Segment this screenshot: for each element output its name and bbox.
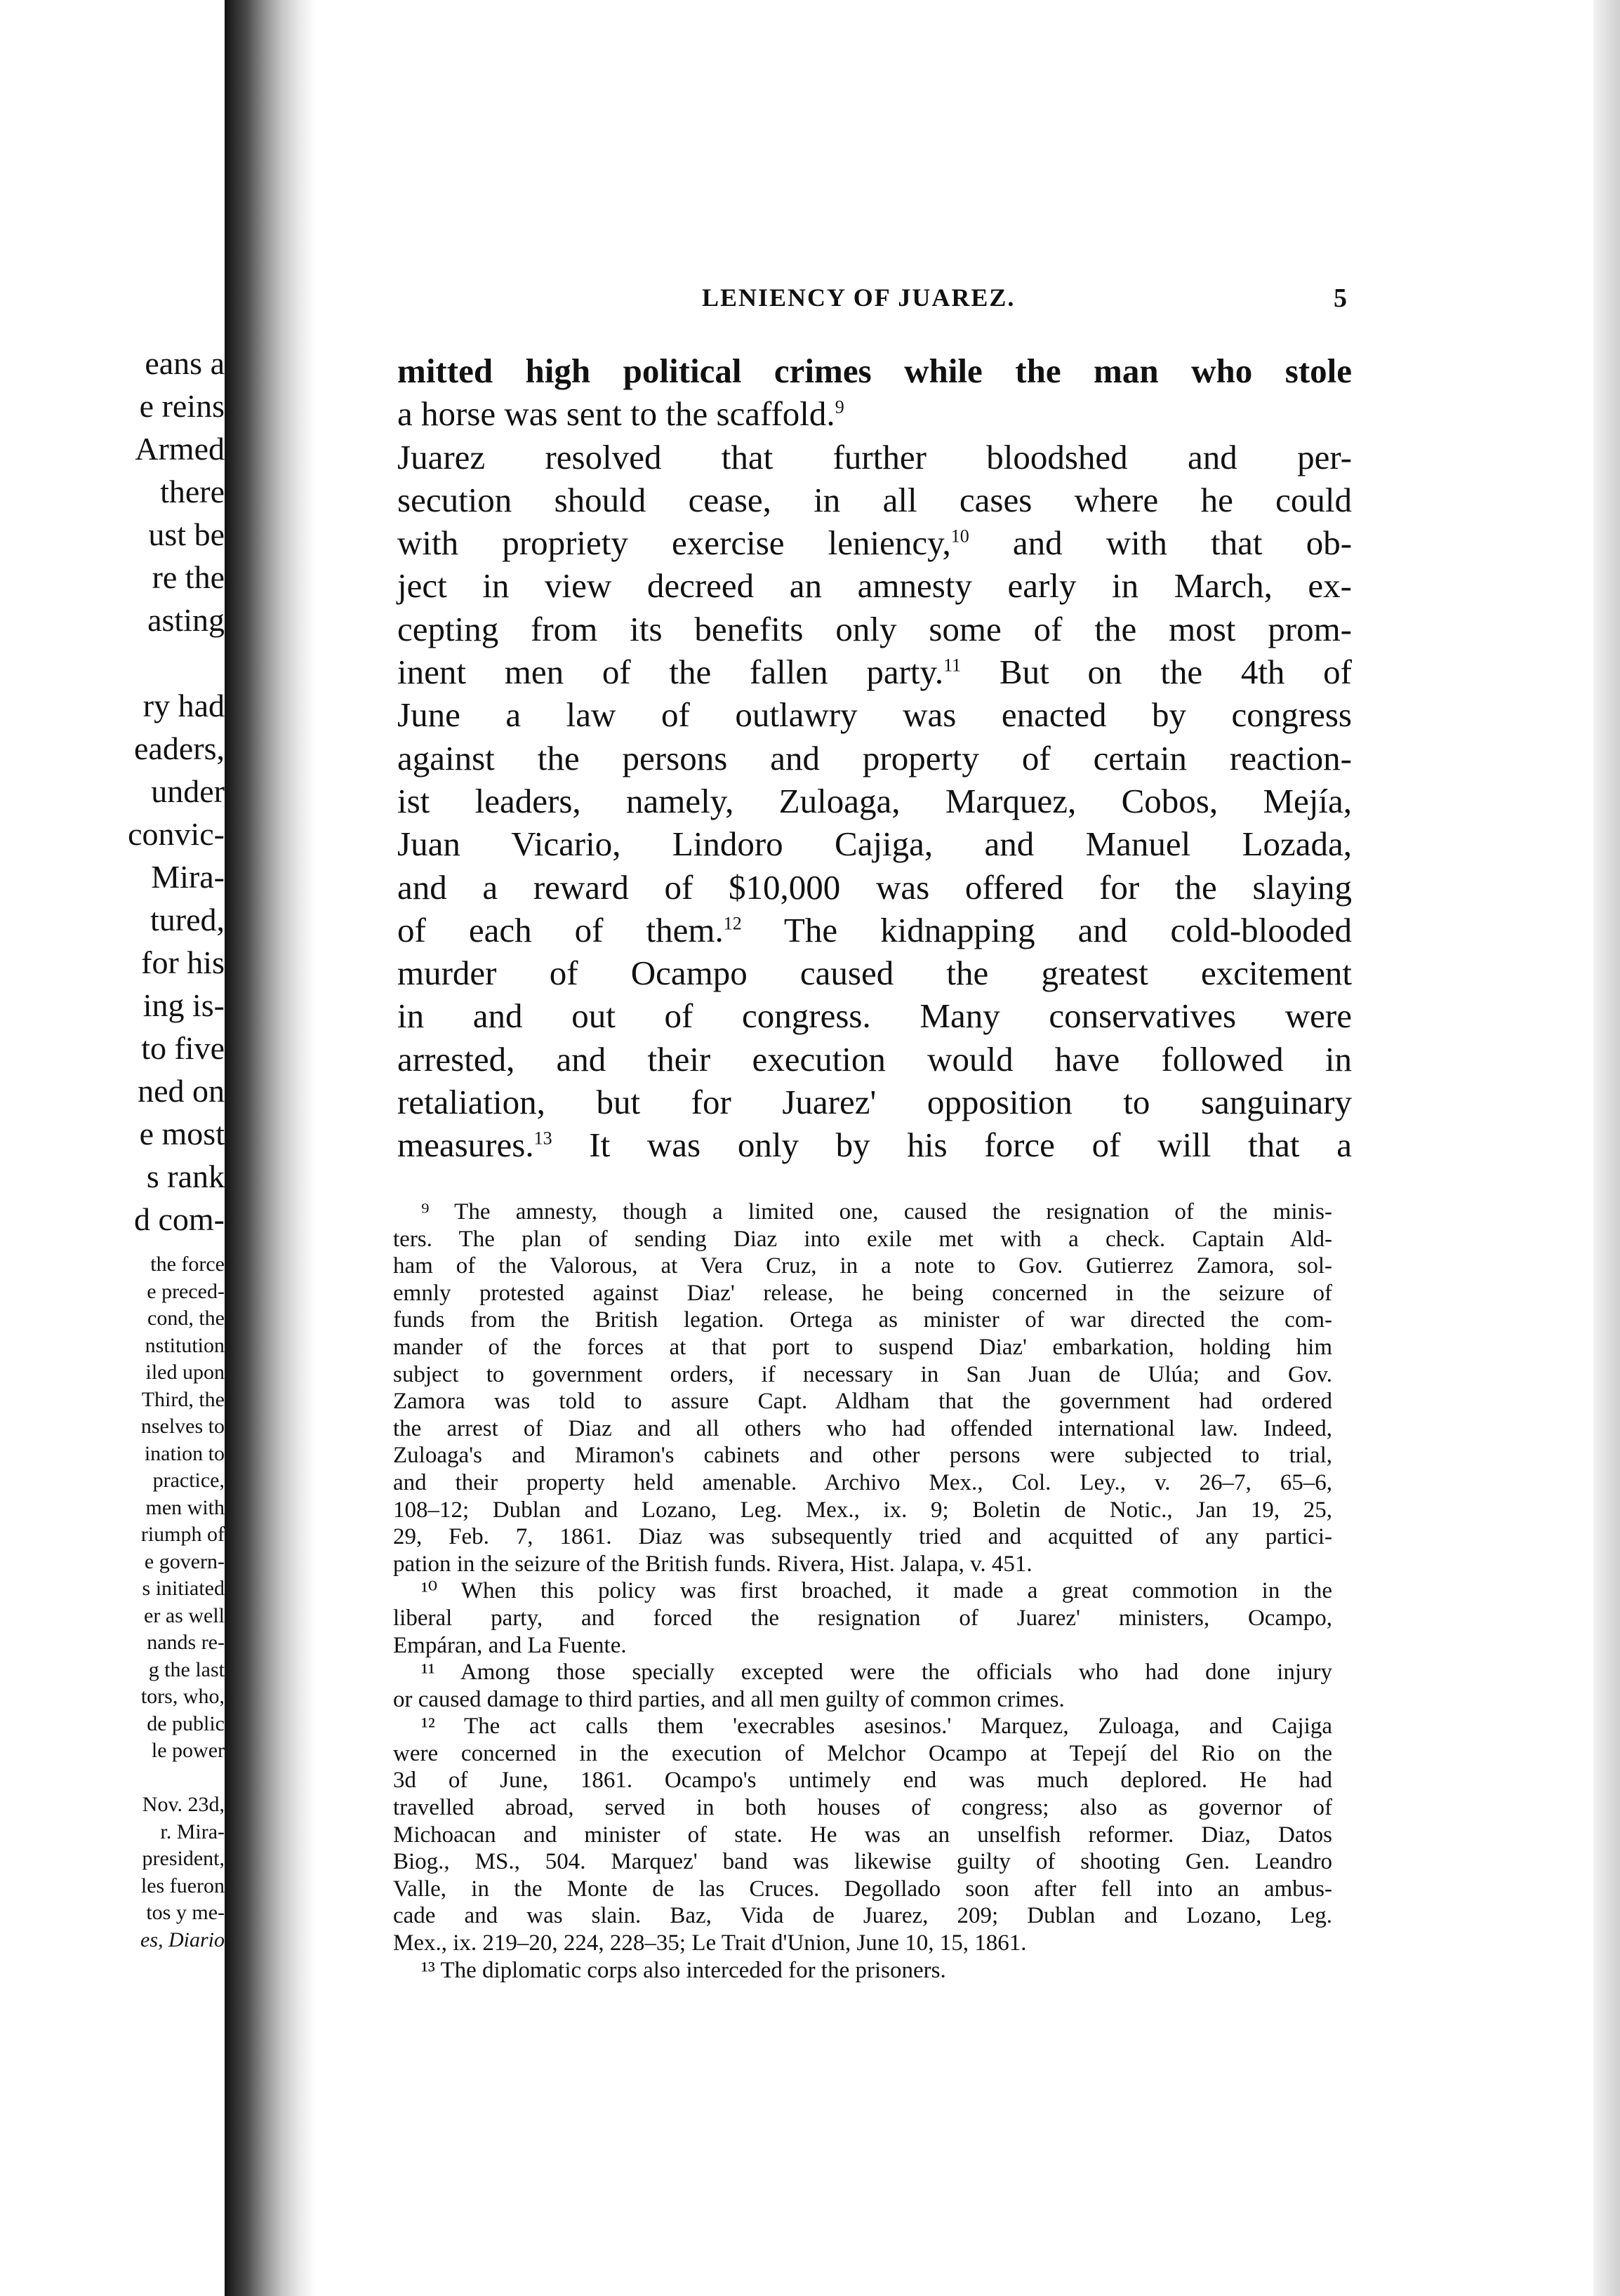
left-page-line: Armed xyxy=(135,431,225,467)
left-page-note-line: s initiated xyxy=(142,1577,225,1600)
left-page-note-line: g the last xyxy=(148,1657,225,1681)
left-page-line: asting xyxy=(147,602,225,638)
body-line-text: of each of them. xyxy=(397,910,724,949)
footnote-reference: 10 xyxy=(950,526,969,547)
left-page-line: ry had xyxy=(142,688,225,723)
footnote-line: 108–12; Dublan and Lozano, Leg. Mex., ix. 9; Boletin de Notic., Jan 19, 25, xyxy=(393,1497,1332,1523)
left-page-note-line: riumph of xyxy=(140,1523,225,1546)
body-line xyxy=(397,608,1352,650)
body-line xyxy=(397,1038,1352,1081)
body-line xyxy=(397,952,1352,994)
body-line-text: The kidnapping and cold-blooded xyxy=(741,910,1352,949)
body-line-text: cepting from its benefits only some of the most prom- xyxy=(397,609,1352,648)
left-page-note-line: men with xyxy=(145,1495,225,1519)
body-line xyxy=(397,564,1352,607)
body-line xyxy=(397,392,1352,435)
left-page-line: for his xyxy=(141,945,225,980)
footnote-line: ham of the Valorous, at Vera Cruz, in a note to Gov. Gutierrez Zamora, sol- xyxy=(393,1253,1332,1279)
footnote-line: and their property held amenable. Archivo Mex., Col. Ley., v. 26–7, 65–6, xyxy=(393,1469,1332,1495)
left-page-note-line: e govern- xyxy=(144,1549,225,1573)
body-line-text: mitted high political crimes while the man who stole xyxy=(397,352,1352,390)
footnotes xyxy=(393,1199,1332,1984)
left-page-line: there xyxy=(160,474,225,509)
left-page-line: eans a xyxy=(145,345,225,381)
body-line-text: Juan Vicario, Lindoro Cajiga, and Manuel Lozada, xyxy=(397,825,1352,864)
left-page-note-line: es, Diario xyxy=(140,1928,225,1951)
left-page-note-line: tos y me- xyxy=(146,1901,225,1924)
body-line-text: against the persons and property of certain reaction- xyxy=(397,738,1352,777)
footnote-line: emnly protested against Diaz' release, he being concerned in the seizure of xyxy=(393,1280,1332,1306)
footnote-line: ters. The plan of sending Diaz into exile met with a check. Captain Ald- xyxy=(393,1226,1332,1252)
footnote-line: subject to government orders, if necessary in San Juan de Ulúa; and Gov. xyxy=(393,1361,1332,1387)
page-number: 5 xyxy=(1334,283,1347,313)
body-line-text: in and out of congress. Many conservatives were xyxy=(397,996,1352,1036)
left-page-line: ned on xyxy=(138,1073,225,1109)
left-page-note-line: the force xyxy=(150,1253,225,1276)
left-page-note-line: president, xyxy=(142,1847,225,1870)
body-line-text: measures. xyxy=(397,1126,534,1165)
footnote-reference: 9 xyxy=(835,396,844,418)
footnote-line: cade and was slain. Baz, Vida de Juarez, 209; Dublan and Lozano, Leg. xyxy=(393,1903,1332,1929)
left-page-note-line: tors, who, xyxy=(140,1685,225,1708)
left-page-line: ust be xyxy=(148,516,225,552)
body-line xyxy=(397,822,1352,865)
body-line-text: secution should cease, in all cases where he could xyxy=(397,480,1352,519)
body-line xyxy=(397,521,1352,564)
left-page-note-line: cond, the xyxy=(147,1307,225,1330)
body-line-text: Juarez resolved that further bloodshed and per- xyxy=(397,437,1352,476)
body-line xyxy=(397,994,1352,1037)
body-line xyxy=(397,479,1352,521)
body-line-text: arrested, and their execution would have followed in xyxy=(397,1039,1352,1079)
footnote-line: Zuloaga's and Miramon's cabinets and other persons were subjected to trial, xyxy=(393,1443,1332,1469)
footnote-line: the arrest of Diaz and all others who had offended international law. Indeed, xyxy=(393,1415,1332,1441)
footnote-line: mander of the forces at that port to suspend Diaz' embarkation, holding him xyxy=(393,1334,1332,1360)
page-edge xyxy=(1593,0,1620,2296)
body-line-text: murder of Ocampo caused the greatest excitement xyxy=(397,954,1352,993)
left-page-line: under xyxy=(151,773,225,809)
body-line-text: ist leaders, namely, Zuloaga, Marquez, Cobos, Mejía, xyxy=(397,781,1352,820)
left-page-line: d com- xyxy=(133,1201,225,1237)
binding-gutter-shadow xyxy=(225,0,316,2296)
footnote-reference: 13 xyxy=(533,1128,552,1149)
footnote-reference: 12 xyxy=(723,913,742,934)
footnote-line: ¹¹ Among those specially excepted were the officials who had done injury xyxy=(421,1660,1332,1686)
left-page-note-line: les fueron xyxy=(140,1874,225,1897)
footnote-line: Biog., MS., 504. Marquez' band was likewise guilty of shooting Gen. Leandro xyxy=(393,1849,1332,1875)
body-line-text: retaliation, but for Juarez' opposition to sanguinary xyxy=(397,1083,1352,1122)
left-page-note-line: Third, the xyxy=(141,1387,225,1411)
left-page-footnote-text xyxy=(0,1251,225,1954)
body-line xyxy=(397,436,1352,479)
left-page-note-line: ination to xyxy=(144,1441,225,1465)
left-page-line: ing is- xyxy=(142,987,225,1023)
left-page-line: convic- xyxy=(128,816,225,852)
left-page-note-line: er as well xyxy=(144,1603,225,1627)
body-line-text: a horse was sent to the scaffold. xyxy=(397,394,835,434)
body-line-text: But on the 4th of xyxy=(961,653,1353,692)
footnote-line: were concerned in the execution of Melchor Ocampo at Tepejí del Rio on the xyxy=(393,1740,1332,1766)
left-page-note-line: practice, xyxy=(152,1469,225,1492)
body-line-text: It was only by his force of will that a xyxy=(552,1126,1352,1165)
body-line xyxy=(397,349,1352,392)
footnote-line: Empáran, and La Fuente. xyxy=(393,1632,627,1658)
left-page-line xyxy=(0,641,225,684)
body-line xyxy=(397,650,1352,693)
left-page-note-line: de public xyxy=(147,1711,225,1735)
footnote-line: travelled abroad, served in both houses of congress; also as governor of xyxy=(393,1795,1332,1821)
left-page-line: s rank xyxy=(146,1159,225,1194)
left-page-note-line: iled upon xyxy=(145,1361,225,1384)
left-page-note-line: nselves to xyxy=(140,1415,225,1438)
body-line-text: June a law of outlawry was enacted by congress xyxy=(397,695,1352,735)
left-page-note-line: Nov. 23d, xyxy=(142,1793,225,1816)
footnote-line: Michoacan and minister of state. He was an unselfish reformer. Diaz, Datos xyxy=(393,1822,1332,1848)
footnote-line: ¹³ The diplomatic corps also interceded for the prisoners. xyxy=(421,1957,946,1983)
footnote-line: or caused damage to third parties, and all men guilty of common crimes. xyxy=(393,1686,1065,1712)
left-page-line: eaders, xyxy=(134,730,225,766)
left-page-line: tured, xyxy=(150,902,225,937)
left-page-note-line: nands re- xyxy=(147,1631,225,1654)
left-page-line: e most xyxy=(139,1116,225,1152)
footnote-line: pation in the seizure of the British funds. Rivera, Hist. Jalapa, v. 451. xyxy=(393,1551,1033,1577)
footnote-line: 3d of June, 1861. Ocampo's untimely end was much deplored. He had xyxy=(393,1768,1332,1794)
left-page-note-line: le power xyxy=(151,1739,225,1762)
footnote-line: ¹⁰ When this policy was first broached, it made a great commotion in the xyxy=(421,1578,1332,1604)
body-line-text: inent men of the fallen party. xyxy=(397,653,944,692)
left-page-fragment xyxy=(0,0,225,2296)
footnote-line: ⁹ The amnesty, though a limited one, caused the resignation of the minis- xyxy=(421,1199,1332,1224)
body-line-text: ject in view decreed an amnesty early in March, ex- xyxy=(397,566,1352,606)
body-line xyxy=(397,737,1352,780)
footnote-line: funds from the British legation. Ortega as minister of war directed the com- xyxy=(393,1307,1332,1333)
left-page-note-line: nstitution xyxy=(145,1333,225,1357)
body-line-text: and a reward of $10,000 was offered for the slaying xyxy=(397,867,1352,907)
footnote-reference: 11 xyxy=(943,655,962,676)
footnote-line: liberal party, and forced the resignation of Juarez' ministers, Ocampo, xyxy=(393,1605,1332,1631)
footnote-line: Valle, in the Monte de las Cruces. Degollado soon after fell into an ambus- xyxy=(393,1876,1332,1902)
body-line xyxy=(397,693,1352,736)
left-page-line: Mira- xyxy=(151,859,225,895)
body-text xyxy=(397,349,1352,1167)
body-line xyxy=(397,780,1352,822)
left-page-body-text xyxy=(0,342,225,1241)
body-line-text: with propriety exercise leniency, xyxy=(397,523,951,563)
footnote-line: Zamora was told to assure Capt. Aldham that the government had ordered xyxy=(393,1389,1332,1415)
footnote-line: ¹² The act calls them 'execrables asesinos.' Marquez, Zuloaga, and Cajiga xyxy=(421,1714,1332,1740)
body-line xyxy=(397,1123,1352,1166)
body-line-text: and with that ob- xyxy=(969,523,1353,563)
footnote-line: Mex., ix. 219–20, 224, 228–35; Le Trait d'Union, June 10, 15, 1861. xyxy=(393,1930,1027,1956)
left-page-note-line: e preced- xyxy=(147,1279,225,1303)
left-page-line: to five xyxy=(141,1030,225,1066)
body-line xyxy=(397,1081,1352,1123)
running-head: LENIENCY OF JUAREZ. xyxy=(702,283,1016,312)
left-page-line: e reins xyxy=(139,388,225,424)
left-page-note-line: r. Mira- xyxy=(160,1820,225,1843)
body-line xyxy=(397,909,1352,952)
footnote-line: 29, Feb. 7, 1861. Diaz was subsequently tried and acquitted of any partici- xyxy=(393,1524,1332,1550)
body-line xyxy=(397,866,1352,909)
left-page-line: re the xyxy=(152,559,225,595)
left-page-note-line xyxy=(0,1765,225,1792)
